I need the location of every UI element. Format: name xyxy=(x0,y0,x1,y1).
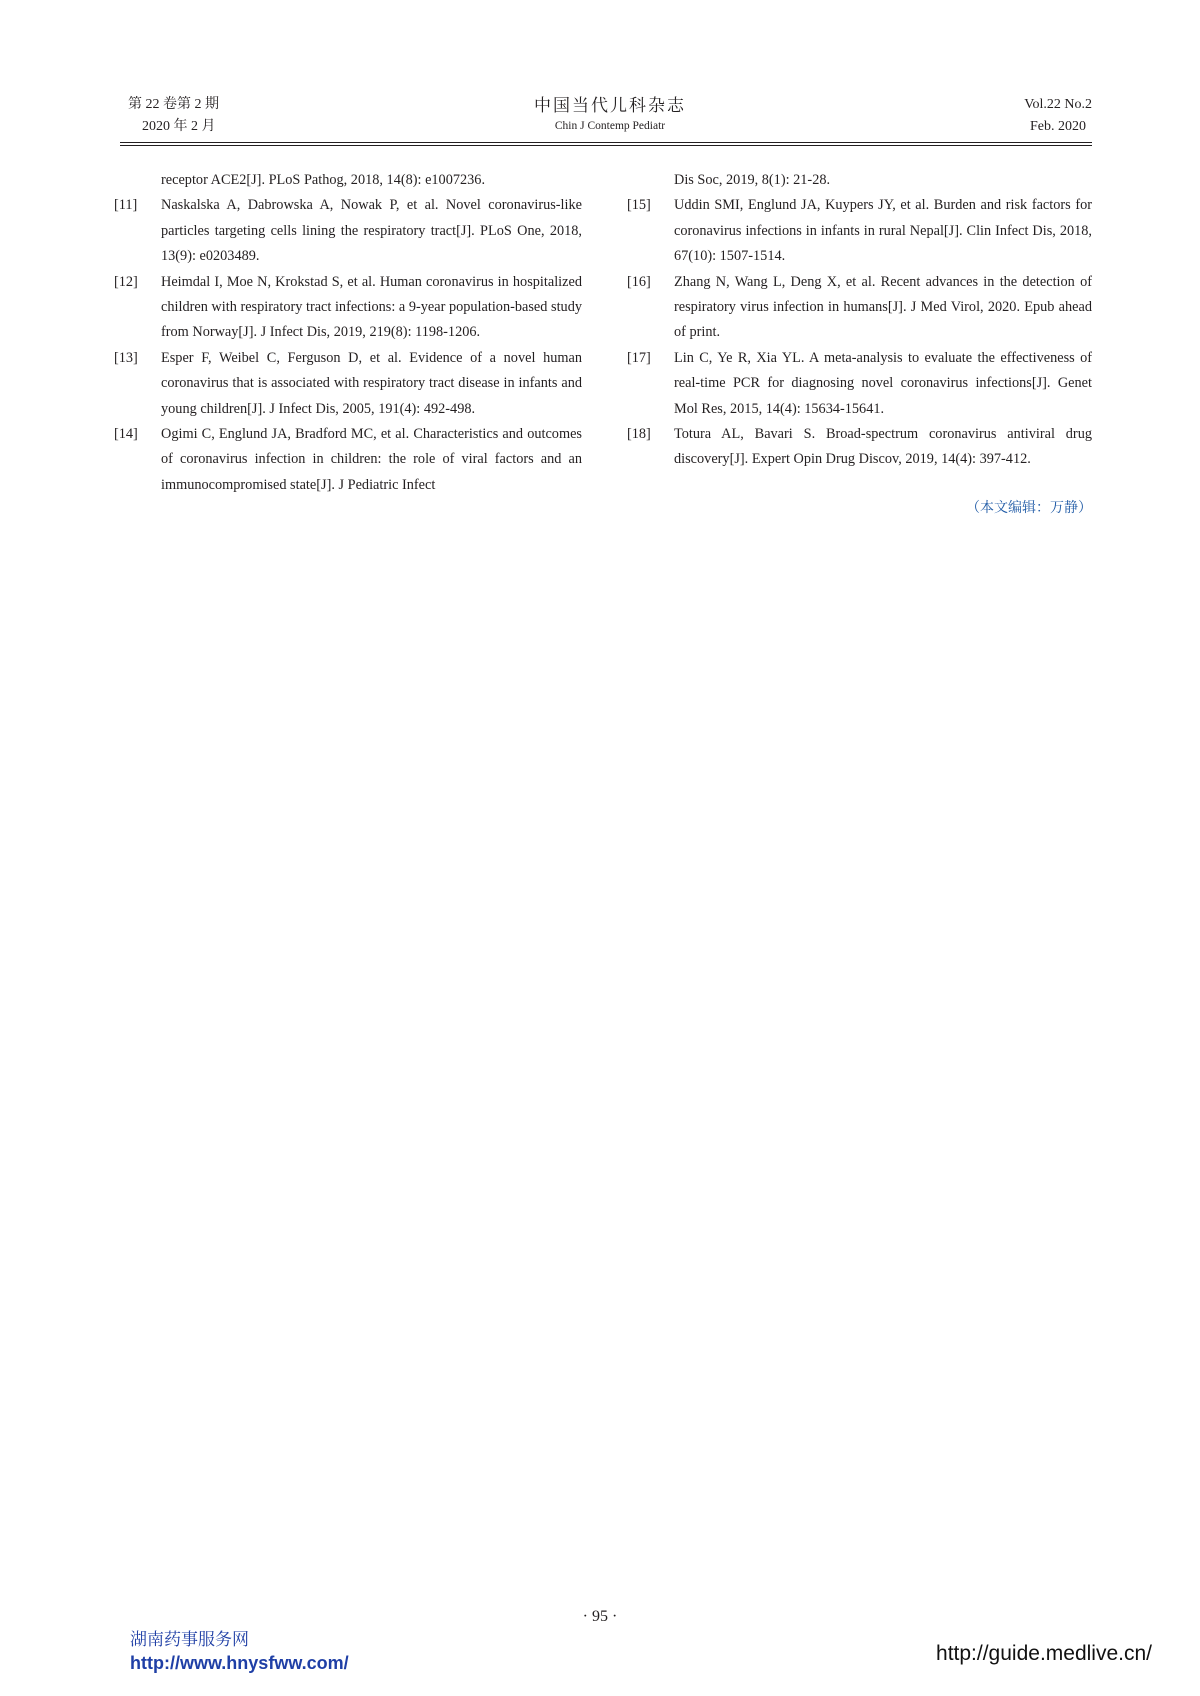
running-header xyxy=(128,94,1092,142)
reference-number: [12] xyxy=(114,273,138,290)
reference-text: Lin C, Ye R, Xia YL. A meta-analysis to evaluate the effectiveness of real-time PCR for diagnosing novel coronavirus infections[J]. Genet Mol Res, 2015, 14(4): 15634-15641. xyxy=(674,349,1092,417)
reference-text: Zhang N, Wang L, Deng X, et al. Recent advances in the detection of respiratory virus infection in humans[J]. J Med Virol, 2020. Epub ahead of print. xyxy=(674,273,1092,341)
reference-item xyxy=(114,346,582,422)
reference-number: [18] xyxy=(627,426,651,443)
reference-number: [11] xyxy=(114,197,138,214)
reference-item xyxy=(627,270,1092,346)
reference-item xyxy=(627,193,1092,269)
reference-text: Heimdal I, Moe N, Krokstad S, et al. Human coronavirus in hospitalized children with respiratory tract infections: a 9-year population-based study from Norway[J]. J Infect Dis, 2019, 219(8): 1198-1206. xyxy=(161,273,582,341)
reference-text: Ogimi C, Englund JA, Bradford MC, et al. Characteristics and outcomes of coronavirus infection in children: the role of viral factors and an immunocompromised state[J]. J Pediatric Infect xyxy=(161,426,582,493)
reference-number: [15] xyxy=(627,197,651,214)
reference-text: Naskalska A, Dabrowska A, Nowak P, et al. Novel coronavirus-like particles targeting cells lining the respiratory tract[J]. PLoS One, 2018, 13(9): e0203489. xyxy=(161,197,582,265)
header-issue-info xyxy=(128,94,298,138)
footer-site-name: 湖南药事服务网 xyxy=(130,1630,249,1650)
journal-title-cn: 中国当代儿科杂志 xyxy=(534,96,686,115)
journal-title-en: Chin J Contemp Pediatr xyxy=(554,120,666,132)
header-volume-issue-en: Vol.22 No.2 xyxy=(1024,97,1092,112)
header-rule-thin xyxy=(120,145,1092,146)
editor-note: （本文编辑：万静） xyxy=(966,499,1092,516)
footer-site-link[interactable]: http://www.hnysfww.com/ xyxy=(130,1653,349,1673)
references-right-column xyxy=(627,168,1092,521)
header-rule-thick xyxy=(120,142,1092,143)
reference-item xyxy=(114,422,582,498)
reference-text: Totura AL, Bavari S. Broad-spectrum coronavirus antiviral drug discovery[J]. Expert Opin Drug Discov, 2019, 14(4): 397-412. xyxy=(674,426,1092,468)
reference-number: [14] xyxy=(114,426,138,443)
page-number: · 95 · xyxy=(582,1608,618,1625)
footer-watermark-left xyxy=(130,1628,349,1674)
reference-item xyxy=(114,270,582,346)
footer-watermark-link[interactable]: http://guide.medlive.cn/ xyxy=(936,1642,1152,1665)
header-date-cn: 2020 年 2 月 xyxy=(142,119,216,134)
header-journal-title xyxy=(520,94,700,134)
header-issue-info-en xyxy=(942,94,1092,138)
reference-item xyxy=(627,422,1092,473)
reference-continuation: receptor ACE2[J]. PLoS Pathog, 2018, 14(8): e1007236. xyxy=(161,172,486,188)
reference-number: [17] xyxy=(627,349,651,366)
reference-number: [16] xyxy=(627,273,651,290)
reference-item xyxy=(627,346,1092,422)
references-left-column xyxy=(114,168,582,498)
reference-text: Uddin SMI, Englund JA, Kuypers JY, et al. Burden and risk factors for coronavirus infections in infants in rural Nepal[J]. Clin Infect Dis, 2018, 67(10): 1507-1514. xyxy=(674,197,1092,265)
reference-item xyxy=(114,193,582,269)
reference-text: Esper F, Weibel C, Ferguson D, et al. Evidence of a novel human coronavirus that is associated with respiratory tract disease in infants and young children[J]. J Infect Dis, 2005, 191(4): 492-498. xyxy=(161,349,582,417)
reference-number: [13] xyxy=(114,349,138,366)
reference-continuation: Dis Soc, 2019, 8(1): 21-28. xyxy=(674,172,831,188)
header-volume-issue: 第 22 卷第 2 期 xyxy=(128,97,219,112)
header-date-en: Feb. 2020 xyxy=(1030,119,1086,134)
